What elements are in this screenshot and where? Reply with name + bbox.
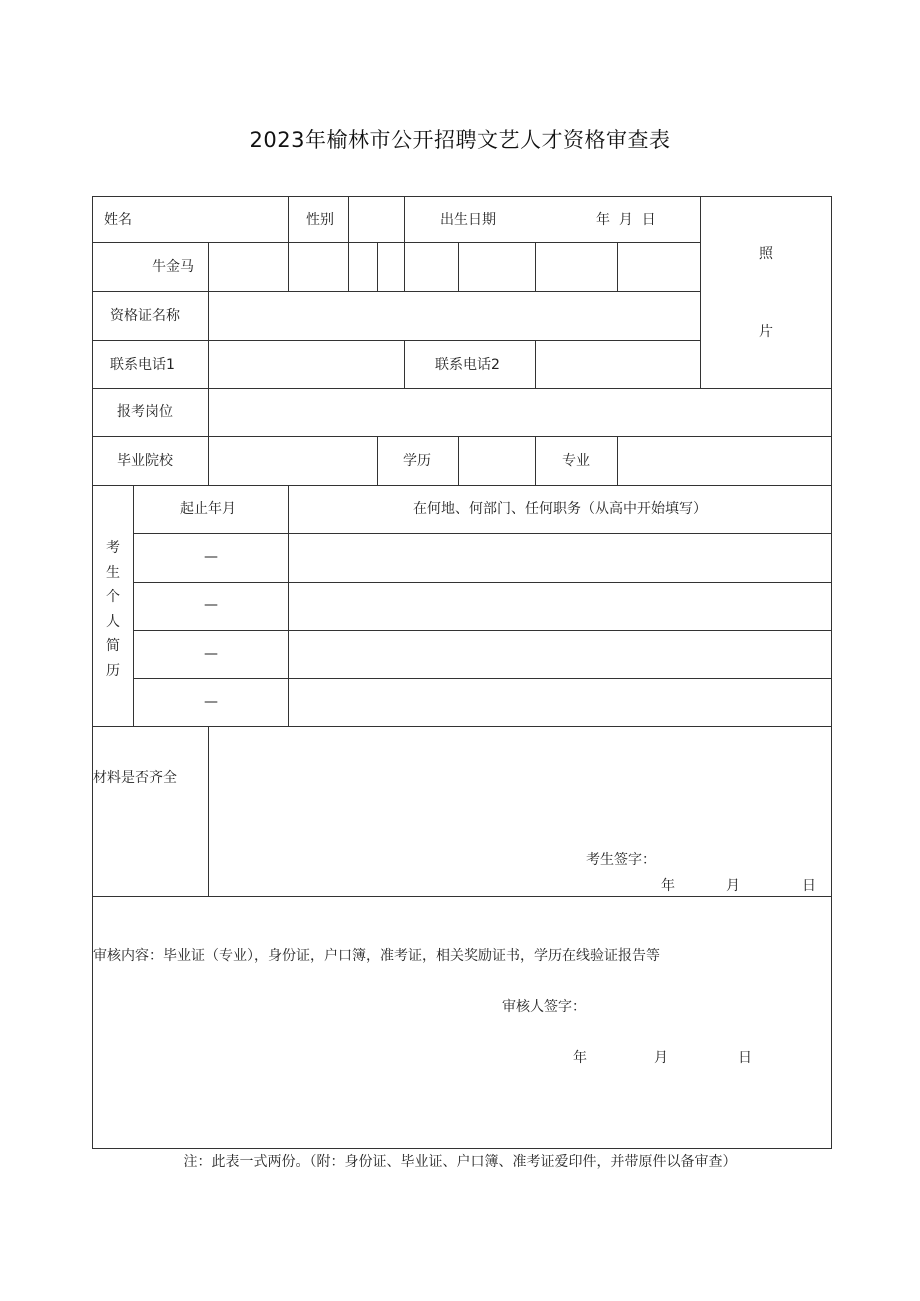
certificate-name-label: 资格证名称 — [110, 308, 180, 324]
reviewer-sign-year: 年 — [573, 1050, 587, 1066]
gender-label: 性别 — [306, 212, 334, 228]
photo-area[interactable] — [701, 197, 830, 387]
position-label: 报考岗位 — [117, 404, 173, 420]
photo-label-1: 照 — [759, 246, 773, 262]
resume-side-char: 人 — [106, 613, 120, 630]
materials-label: 材料是否齐全 — [93, 770, 177, 786]
review-content: 审核内容：毕业证（专业），身份证，户口簿，准考证，相关奖励证书，学历在线验证报告等 — [93, 948, 660, 964]
name-label: 姓名 — [104, 212, 132, 228]
resume-side-label — [103, 536, 123, 683]
phone2-field[interactable] — [536, 341, 699, 387]
resume-desc-header: 在何地、何部门、任何职务（从高中开始填写） — [413, 501, 707, 517]
resume-side-char: 历 — [106, 662, 120, 679]
school-label: 毕业院校 — [117, 453, 173, 469]
resume-row-period: — — [204, 549, 218, 565]
resume-row-period: — — [204, 597, 218, 613]
applicant-sign-month: 月 — [726, 878, 740, 894]
phone1-label: 联系电话1 — [110, 357, 175, 373]
education-label: 学历 — [403, 453, 431, 469]
form-title: 2023年榆林市公开招聘文艺人才资格审查表 — [249, 128, 671, 152]
id-digit-cell[interactable] — [209, 243, 287, 290]
resume-side-char: 个 — [106, 589, 120, 605]
birth-date-format: 年 月 日 — [596, 212, 656, 228]
position-field[interactable] — [209, 389, 830, 435]
applicant-sign-year: 年 — [661, 878, 675, 894]
certificate-name-field[interactable] — [209, 292, 699, 339]
resume-side-char: 生 — [106, 564, 120, 581]
birth-date-label: 出生日期 — [440, 212, 496, 228]
resume-row-period: — — [204, 646, 218, 662]
resume-row-period: — — [204, 694, 218, 710]
id-number-label: 牛金马 — [152, 259, 194, 275]
applicant-sign-day: 日 — [802, 878, 816, 894]
phone1-field[interactable] — [209, 341, 403, 387]
major-label: 专业 — [562, 453, 590, 469]
reviewer-signature-label: 审核人签字： — [502, 999, 586, 1015]
resume-period-header: 起止年月 — [180, 501, 236, 517]
phone2-label: 联系电话2 — [435, 357, 500, 373]
reviewer-sign-month: 月 — [654, 1050, 668, 1066]
applicant-signature-label: 考生签字： — [586, 852, 656, 868]
school-field[interactable] — [209, 437, 376, 484]
footer-note: 注：此表一式两份。（附：身份证、毕业证、户口簿、准考证爱印件，并带原件以备审查） — [183, 1154, 737, 1170]
reviewer-sign-day: 日 — [738, 1050, 752, 1066]
photo-label-2: 片 — [759, 324, 773, 340]
resume-side-char: 简 — [106, 638, 120, 654]
resume-side-char: 考 — [106, 540, 120, 556]
